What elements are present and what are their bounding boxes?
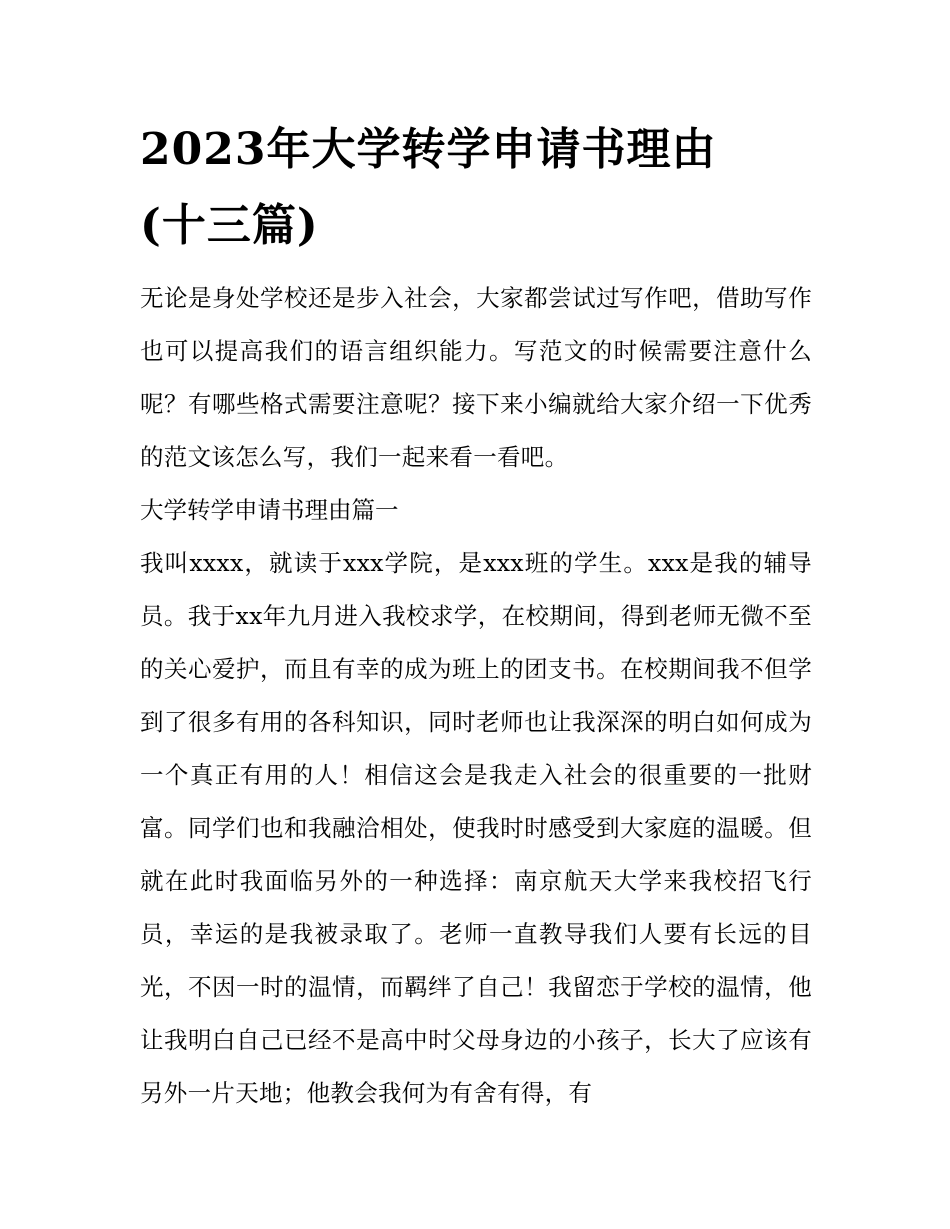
document-page [140,112,812,1120]
document-title [140,112,812,264]
body-paragraph: 我叫xxxx，就读于xxx学院，是xxx班的学生。xxx是我的辅导员。我于xx年九月进入我校求学，在校期间，得到老师无微不至的关心爱护，而且有幸的成为班上的团支书。在校期间我不但学到了很多有用的各科知识，同时老师也让我深深的明白如何成为一个真正有用的人！相信这会是我走入社会的很重要的一批财富。同学们也和我融洽相处，使我时时感受到大家庭的温暖。但就在此时我面临另外的一种选择：南京航天大学来我校招飞行员，幸运的是我被录取了。老师一直教导我们人要有长远的目光，不因一时的温情，而羁绊了自己！我留恋于学校的温情，他让我明白自己已经不是高中时父母身边的小孩子，长大了应该有另外一片天地；他教会我何为有舍有得，有 [140,549,812,1107]
title-line-2: (十三篇) [140,200,319,251]
intro-paragraph: 无论是身处学校还是步入社会，大家都尝试过写作吧，借助写作也可以提高我们的语言组织能力。写范文的时候需要注意什么呢？有哪些格式需要注意呢？接下来小编就给大家介绍一下优秀的范文该怎么写，我们一起来看一看吧。 [140,284,812,471]
section-heading: 大学转学申请书理由篇一 [140,496,399,524]
title-line-1: 2023年大学转学申请书理由 [140,124,717,175]
